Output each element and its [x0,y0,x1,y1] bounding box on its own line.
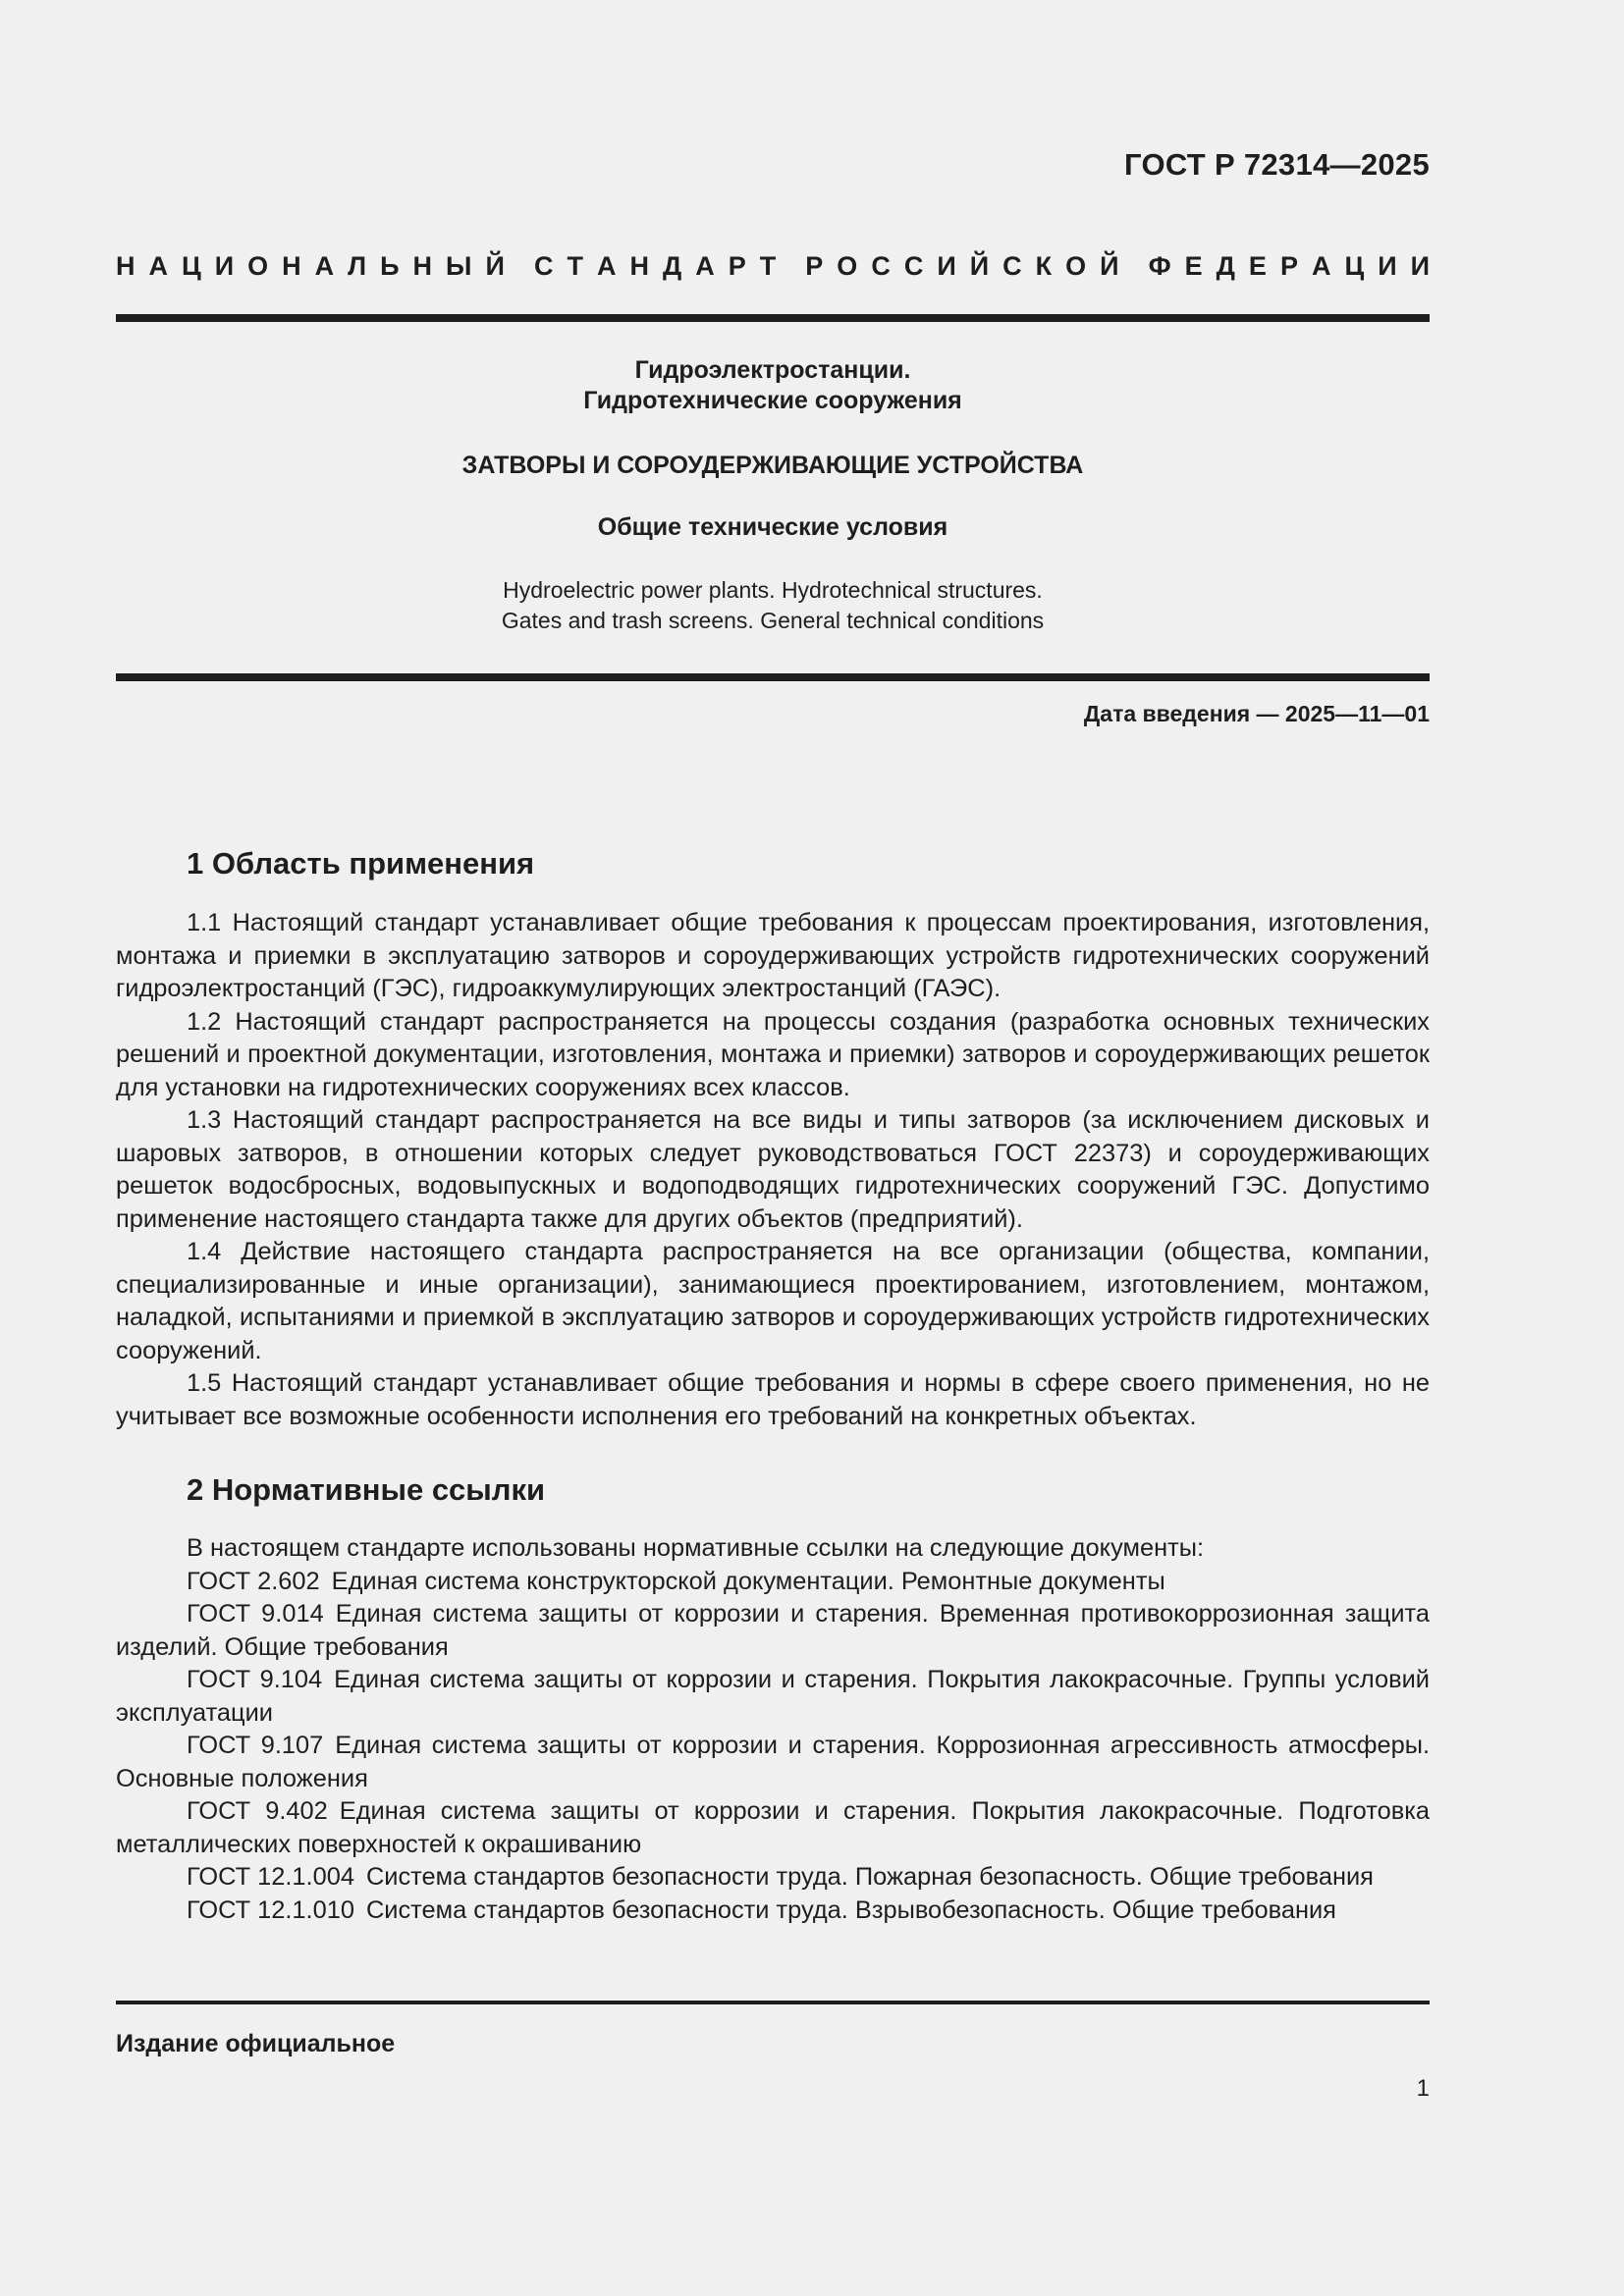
references-intro: В настоящем стандарте использованы нормативные ссылки на следующие документы: [187,1534,1205,1562]
reference-code: ГОСТ 9.104 [187,1666,323,1693]
effective-date: Дата введения — 2025—11—01 [1083,701,1430,726]
reference-title: Единая система конструкторской документации. Ремонтные документы [331,1567,1165,1595]
paragraph-1-1: 1.1 Настоящий стандарт устанавливает общие требования к процессам проектирования, изготовления, монтажа и приемки в эксплуатацию затворов и сороудерживающих устройств гидротехнических сооружений гидроэлектростанций (ГЭС), гидроаккумулирующих электростанций (ГАЭС). [116,909,1430,1002]
reference-item [116,1598,1430,1664]
page-number: 1 [1416,2075,1430,2102]
header-divider [116,314,1430,322]
reference-item [116,1895,1430,1928]
section-2-heading: 2 Нормативные ссылки [187,1472,546,1507]
banner-word: Р О С С И Й С К О Й [805,251,1119,281]
document-title [116,355,1430,416]
title-line-1: Гидроэлектростанции. [634,356,911,384]
reference-item [116,1795,1430,1861]
document-number: ГОСТ Р 72314—2025 [1124,147,1430,182]
reference-title: Система стандартов безопасности труда. Взрывобезопасность. Общие требования [365,1896,1336,1924]
reference-code: ГОСТ 9.107 [187,1732,324,1759]
reference-title: Единая система защиты от коррозии и старения. Коррозионная агрессивность атмосферы. Основные положения [116,1732,1431,1792]
footer-divider [116,2001,1430,2004]
reference-title: Единая система защиты от коррозии и старения. Покрытия лакокрасочные. Подготовка металлических поверхностей к окрашиванию [116,1797,1430,1858]
paragraph-1-4: 1.4 Действие настоящего стандарта распространяется на все организации (общества, компании, специализированные и иные организации), занимающиеся проектированием, изготовлением, монтажом, наладкой, испытаниями и приемкой в эксплуатацию затворов и сороудерживающих устройств гидротехнических сооружений. [116,1238,1430,1364]
english-title-line-2: Gates and trash screens. General technical conditions [501,608,1045,633]
document-page [116,0,1430,2296]
section-2-body [116,1532,1430,1927]
paragraph-1-2: 1.2 Настоящий стандарт распространяется на процессы создания (разработка основных технических решений и проектной документации, изготовления, монтажа и приемки) затворов и сороудерживающих решеток для установки на гидротехнических сооружениях всех классов. [116,1007,1430,1101]
paragraph-1-5: 1.5 Настоящий стандарт устанавливает общие требования и нормы в сфере своего применения, но не учитывает все возможные особенности исполнения его требований на конкретных объектах. [116,1369,1430,1430]
reference-code: ГОСТ 12.1.004 [187,1863,354,1891]
title-divider [116,673,1430,681]
reference-title: Единая система защиты от коррозии и старения. Покрытия лакокрасочные. Группы условий эксплуатации [116,1666,1430,1727]
reference-code: ГОСТ 9.402 [187,1797,328,1825]
english-title [116,575,1430,636]
reference-code: ГОСТ 2.602 [187,1567,320,1595]
section-1-body [116,907,1430,1433]
reference-title: Система стандартов безопасности труда. Пожарная безопасность. Общие требования [365,1863,1374,1891]
reference-code: ГОСТ 9.014 [187,1600,324,1628]
national-standard-banner [116,251,1430,282]
banner-word: Н А Ц И О Н А Л Ь Н Ы Й [116,251,505,281]
document-title-caps: ЗАТВОРЫ И СОРОУДЕРЖИВАЮЩИЕ УСТРОЙСТВА [461,452,1084,479]
section-1-heading: 1 Область применения [187,846,535,881]
reference-code: ГОСТ 12.1.010 [187,1896,354,1924]
reference-item [116,1566,1430,1599]
banner-word: С Т А Н Д А Р Т [533,251,777,281]
reference-item [116,1664,1430,1730]
banner-word: Ф Е Д Е Р А Ц И И [1148,251,1430,281]
reference-title: Единая система защиты от коррозии и старения. Временная противокоррозионная защита изделий. Общие требования [116,1600,1430,1661]
reference-item [116,1730,1430,1795]
english-title-line-1: Hydroelectric power plants. Hydrotechnical structures. [503,577,1043,603]
document-subtitle: Общие технические условия [597,513,948,541]
paragraph-1-3: 1.3 Настоящий стандарт распространяется на все виды и типы затворов (за исключением дисковых и шаровых затворов, в отношении которых следует руководствоваться ГОСТ 22373) и сороудерживающих решеток водосбросных, водовыпускных и водоподводящих гидротехнических сооружений ГЭС. Допустимо применение настоящего стандарта также для других объектов (предприятий). [116,1106,1430,1233]
title-line-2: Гидротехнические сооружения [583,387,962,414]
reference-item [116,1861,1430,1895]
official-edition-label: Издание официальное [116,2030,396,2057]
